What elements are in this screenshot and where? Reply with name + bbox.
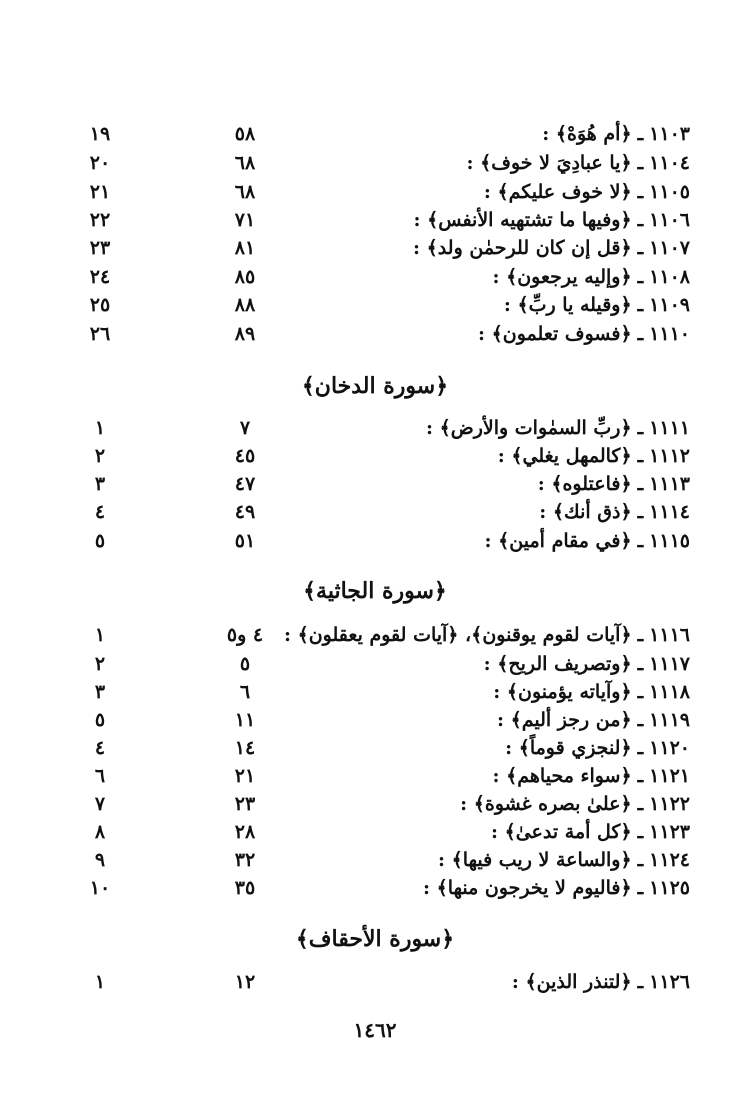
page-reference: ٢٥ bbox=[89, 294, 111, 316]
verse-number: ٥ bbox=[239, 653, 251, 675]
entry-phrase: ﴿والساعة لا ريب فيها﴾ : bbox=[438, 849, 632, 871]
entry-text bbox=[478, 320, 690, 348]
entry-phrase: ﴿فاليوم لا يخرجون منها﴾ : bbox=[423, 877, 632, 899]
verse-number: ٥٨ bbox=[234, 123, 256, 145]
verse-number: ١٢ bbox=[234, 971, 256, 993]
entry-separator: ـ bbox=[637, 152, 644, 174]
index-entry-1118 bbox=[60, 678, 690, 706]
verse-number: ٤٧ bbox=[234, 473, 256, 495]
verse-number: ٧ bbox=[239, 417, 251, 439]
index-entry-1115 bbox=[60, 527, 690, 555]
page-reference: ٤ bbox=[94, 501, 106, 523]
entry-text bbox=[497, 706, 690, 734]
entry-text bbox=[538, 470, 690, 498]
entry-text bbox=[493, 678, 690, 706]
page-reference: ٢ bbox=[94, 445, 106, 467]
entry-text bbox=[505, 734, 690, 762]
entry-text bbox=[460, 790, 690, 818]
verse-number: ١٤ bbox=[234, 737, 256, 759]
page-reference: ٨ bbox=[94, 821, 106, 843]
page-reference: ٥ bbox=[94, 530, 106, 552]
page-reference: ٤ bbox=[94, 737, 106, 759]
index-entry-1103 bbox=[60, 120, 690, 148]
index-entry-1121 bbox=[60, 762, 690, 790]
index-entry-1108 bbox=[60, 263, 690, 291]
entry-phrase: ﴿ذق أنك﴾ : bbox=[539, 501, 632, 523]
entry-separator: ـ bbox=[637, 681, 644, 703]
page-reference: ٣ bbox=[94, 681, 106, 703]
verse-number: ٣٥ bbox=[234, 877, 256, 899]
entry-number: ١١١٨ bbox=[649, 681, 690, 703]
verse-number: ٢٨ bbox=[234, 821, 256, 843]
entry-separator: ـ bbox=[637, 653, 644, 675]
verse-number: ٢١ bbox=[234, 765, 256, 787]
index-entry-1116 bbox=[60, 621, 690, 649]
entry-text bbox=[413, 206, 690, 234]
entry-phrase: ﴿فاعتلوه﴾ : bbox=[537, 473, 632, 495]
index-entry-1112 bbox=[60, 442, 690, 470]
entry-separator: ـ bbox=[637, 971, 644, 993]
entry-text bbox=[413, 234, 690, 262]
page-reference: ١ bbox=[94, 971, 106, 993]
entry-phrase: ﴿لنجزي قوماً﴾ : bbox=[505, 737, 632, 759]
entry-phrase: ﴿كل أمة تدعىٰ﴾ : bbox=[490, 821, 632, 843]
page-reference: ١٩ bbox=[89, 123, 111, 145]
entry-number: ١١٠٩ bbox=[649, 294, 690, 316]
index-entry-1109 bbox=[60, 291, 690, 319]
entry-number: ١١٠٧ bbox=[649, 237, 690, 259]
entry-phrase: ﴿لا خوف عليكم﴾ : bbox=[483, 181, 632, 203]
entry-phrase: ﴿وقيله يا ربِّ﴾ : bbox=[503, 294, 632, 316]
entry-phrase: ﴿يا عبادِيَ لا خوف﴾ : bbox=[466, 152, 632, 174]
verse-number: ٤ و٥ bbox=[226, 624, 264, 646]
entry-separator: ـ bbox=[637, 294, 644, 316]
entry-phrase: ﴿وإليه يرجعون﴾ : bbox=[492, 266, 632, 288]
index-entry-1113 bbox=[60, 470, 690, 498]
entry-text bbox=[284, 621, 690, 649]
entry-number: ١١٢٢ bbox=[649, 793, 690, 815]
entry-phrase: ﴿آيات لقوم يوقنون﴾، ﴿آيات لقوم يعقلون﴾ : bbox=[283, 624, 632, 646]
page-reference: ٦ bbox=[94, 765, 106, 787]
entry-number: ١١٠٣ bbox=[649, 123, 690, 145]
entry-phrase: ﴿وآياته يؤمنون﴾ : bbox=[493, 681, 632, 703]
page-reference: ٥ bbox=[94, 709, 106, 731]
entry-number: ١١٢٠ bbox=[649, 737, 690, 759]
page-reference: ٢٣ bbox=[89, 237, 111, 259]
index-entry-1106 bbox=[60, 206, 690, 234]
entry-phrase: ﴿في مقام أمين﴾ : bbox=[484, 530, 632, 552]
entry-separator: ـ bbox=[637, 323, 644, 345]
entry-separator: ـ bbox=[637, 530, 644, 552]
entry-number: ١١١٣ bbox=[649, 473, 690, 495]
index-entry-1105 bbox=[60, 178, 690, 206]
entry-number: ١١١٦ bbox=[649, 624, 690, 646]
entry-text bbox=[512, 968, 690, 996]
index-entry-1126 bbox=[60, 968, 690, 996]
index-entry-1114 bbox=[60, 498, 690, 526]
index-entry-1117 bbox=[60, 650, 690, 678]
verse-number: ٧١ bbox=[234, 209, 256, 231]
surah-heading-al-jathiya: ﴿سورة الجاثية﴾ bbox=[303, 578, 447, 604]
index-entry-1110 bbox=[60, 320, 690, 348]
entry-text bbox=[484, 650, 690, 678]
entry-text bbox=[426, 414, 690, 442]
entry-separator: ـ bbox=[637, 417, 644, 439]
entry-text bbox=[485, 527, 690, 555]
entry-text bbox=[542, 120, 690, 148]
entry-text bbox=[504, 291, 690, 319]
verse-number: ٦٨ bbox=[234, 181, 256, 203]
entry-separator: ـ bbox=[637, 821, 644, 843]
entry-phrase: ﴿أم هُوَهْ﴾ : bbox=[542, 123, 632, 145]
entry-number: ١١٢٤ bbox=[649, 849, 690, 871]
entry-phrase: ﴿فسوف تعلمون﴾ : bbox=[478, 323, 632, 345]
index-entry-1120 bbox=[60, 734, 690, 762]
entry-number: ١١١٧ bbox=[649, 653, 690, 675]
entry-text bbox=[491, 818, 690, 846]
surah-heading-al-ahqaf: ﴿سورة الأحقاف﴾ bbox=[295, 926, 455, 952]
entry-text bbox=[423, 874, 690, 902]
entry-phrase: ﴿ربِّ السمٰوات والأرض﴾ : bbox=[425, 417, 632, 439]
entry-phrase: ﴿علىٰ بصره غشوة﴾ : bbox=[460, 793, 632, 815]
entry-separator: ـ bbox=[637, 445, 644, 467]
page-reference: ٧ bbox=[94, 793, 106, 815]
entry-separator: ـ bbox=[637, 181, 644, 203]
page-reference: ٢٠ bbox=[89, 152, 111, 174]
entry-separator: ـ bbox=[637, 849, 644, 871]
page-reference: ١٠ bbox=[89, 877, 111, 899]
entry-separator: ـ bbox=[637, 709, 644, 731]
entry-number: ١١١٢ bbox=[649, 445, 690, 467]
entry-number: ١١٢١ bbox=[649, 765, 690, 787]
entry-number: ١١١١ bbox=[649, 417, 690, 439]
entry-number: ١١٢٥ bbox=[649, 877, 690, 899]
page-reference: ٢١ bbox=[89, 181, 111, 203]
entry-text bbox=[493, 762, 691, 790]
entry-text bbox=[466, 149, 690, 177]
index-entry-1122 bbox=[60, 790, 690, 818]
entry-phrase: ﴿من رجز أليم﴾ : bbox=[496, 709, 632, 731]
entry-separator: ـ bbox=[637, 765, 644, 787]
entry-separator: ـ bbox=[637, 237, 644, 259]
entry-separator: ـ bbox=[637, 737, 644, 759]
verse-number: ٨٨ bbox=[234, 294, 256, 316]
entry-number: ١١١٩ bbox=[649, 709, 690, 731]
index-entry-1123 bbox=[60, 818, 690, 846]
verse-number: ٤٩ bbox=[234, 501, 256, 523]
surah-heading-ad-dukhan: ﴿سورة الدخان﴾ bbox=[301, 373, 449, 399]
page-reference: ١ bbox=[94, 624, 106, 646]
entry-number: ١١١٥ bbox=[649, 530, 690, 552]
page-reference: ١ bbox=[94, 417, 106, 439]
verse-number: ٤٥ bbox=[234, 445, 256, 467]
entry-phrase: ﴿قل إن كان للرحمٰن ولد﴾ : bbox=[413, 237, 632, 259]
verse-number: ٨١ bbox=[234, 237, 256, 259]
index-entry-1107 bbox=[60, 234, 690, 262]
entry-separator: ـ bbox=[637, 209, 644, 231]
entry-phrase: ﴿كالمهل يغلي﴾ : bbox=[497, 445, 632, 467]
entry-separator: ـ bbox=[637, 123, 644, 145]
entry-number: ١١٢٦ bbox=[649, 971, 690, 993]
entry-number: ١١٠٦ bbox=[649, 209, 690, 231]
entry-phrase: ﴿سواء محياهم﴾ : bbox=[492, 765, 632, 787]
entry-number: ١١٠٤ bbox=[649, 152, 690, 174]
index-entry-1124 bbox=[60, 846, 690, 874]
page-reference: ٢٤ bbox=[89, 266, 111, 288]
entry-number: ١١١٤ bbox=[649, 501, 690, 523]
verse-number: ٢٣ bbox=[234, 793, 256, 815]
entry-phrase: ﴿وتصريف الريح﴾ : bbox=[483, 653, 632, 675]
entry-text bbox=[539, 498, 690, 526]
entry-number: ١١٢٣ bbox=[649, 821, 690, 843]
verse-number: ٣٢ bbox=[234, 849, 256, 871]
entry-separator: ـ bbox=[637, 624, 644, 646]
page-reference: ٩ bbox=[94, 849, 106, 871]
index-entry-1125 bbox=[60, 874, 690, 902]
index-entry-1119 bbox=[60, 706, 690, 734]
entry-separator: ـ bbox=[637, 501, 644, 523]
verse-number: ٨٩ bbox=[234, 323, 256, 345]
page-reference: ٣ bbox=[94, 473, 106, 495]
verse-number: ٦٨ bbox=[234, 152, 256, 174]
page-number: ١٤٦٢ bbox=[353, 1018, 397, 1042]
entry-text bbox=[484, 178, 690, 206]
entry-phrase: ﴿وفيها ما تشتهيه الأنفس﴾ : bbox=[413, 209, 632, 231]
page-reference: ٢٦ bbox=[89, 323, 111, 345]
verse-number: ٥١ bbox=[234, 530, 256, 552]
page-reference: ٢٢ bbox=[89, 209, 111, 231]
entry-number: ١١٠٥ bbox=[649, 181, 690, 203]
verse-number: ٦ bbox=[239, 681, 251, 703]
entry-text bbox=[438, 846, 690, 874]
entry-separator: ـ bbox=[637, 473, 644, 495]
verse-number: ٨٥ bbox=[234, 266, 256, 288]
entry-text bbox=[492, 263, 690, 291]
page-reference: ٢ bbox=[94, 653, 106, 675]
entry-phrase: ﴿لتنذر الذين﴾ : bbox=[511, 971, 632, 993]
verse-number: ١١ bbox=[234, 709, 256, 731]
entry-separator: ـ bbox=[637, 793, 644, 815]
entry-separator: ـ bbox=[637, 877, 644, 899]
entry-separator: ـ bbox=[637, 266, 644, 288]
index-entry-1104 bbox=[60, 149, 690, 177]
index-entry-1111 bbox=[60, 414, 690, 442]
entry-text bbox=[498, 442, 690, 470]
entry-number: ١١١٠ bbox=[649, 323, 690, 345]
entry-number: ١١٠٨ bbox=[649, 266, 690, 288]
